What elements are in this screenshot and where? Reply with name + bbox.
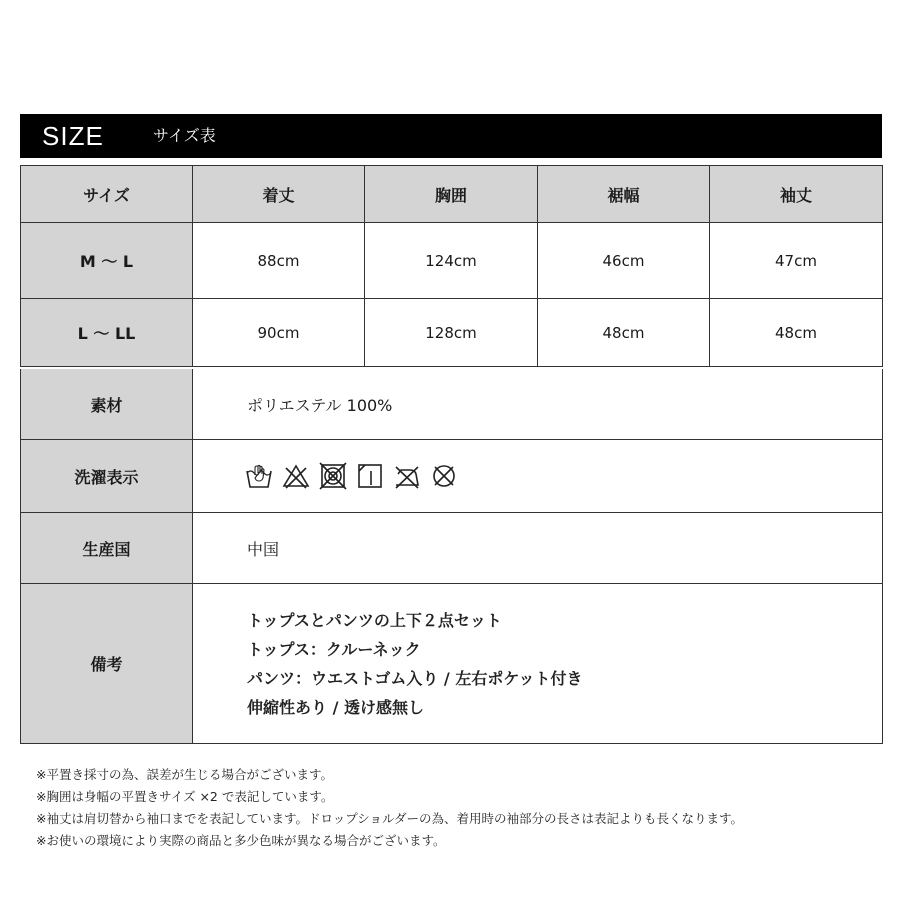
care-label: 洗濯表示 — [21, 440, 193, 513]
notes-value — [193, 584, 883, 744]
no-dry-clean-icon — [430, 462, 458, 490]
table-cell-hem-width: 48cm — [538, 299, 710, 367]
material-value: ポリエステル 100% — [193, 369, 883, 440]
table-cell-sleeve: 48cm — [710, 299, 883, 367]
column-header-chest: 胸囲 — [365, 166, 538, 223]
header-subtitle: サイズ表 — [153, 126, 216, 145]
table-row — [21, 223, 883, 299]
footnotes — [36, 764, 886, 852]
hand-wash-icon — [245, 462, 273, 490]
column-header-hem-width: 裾幅 — [538, 166, 710, 223]
notes-lines — [247, 606, 882, 722]
footnote: ※袖丈は肩切替から袖口までを表記しています。ドロップショルダーの為、着用時の袖部分の長さは表記よりも長くなります。 — [36, 811, 743, 826]
material-row — [21, 369, 883, 440]
notes-line: トップス：クルーネック — [247, 639, 421, 659]
table-cell-length: 88cm — [193, 223, 365, 299]
table-cell-chest: 124cm — [365, 223, 538, 299]
product-info-table — [20, 369, 883, 744]
table-row — [21, 299, 883, 367]
table-cell-sleeve: 47cm — [710, 223, 883, 299]
origin-label: 生産国 — [21, 513, 193, 584]
notes-line: パンツ：ウエストゴム入り / 左右ポケット付き — [247, 668, 583, 688]
iron-low-icon — [393, 462, 421, 490]
footnote: ※お使いの環境により実際の商品と多少色味が異なる場合がございます。 — [36, 833, 446, 848]
table-cell-hem-width: 46cm — [538, 223, 710, 299]
origin-value: 中国 — [193, 513, 883, 584]
care-icons — [245, 462, 882, 490]
no-bleach-icon — [282, 462, 310, 490]
size-label: L ～ LL — [21, 299, 193, 367]
footnote: ※平置き採寸の為、誤差が生じる場合がございます。 — [36, 767, 333, 782]
column-header-size: サイズ — [21, 166, 193, 223]
table-cell-chest: 128cm — [365, 299, 538, 367]
notes-row — [21, 584, 883, 744]
column-header-length: 着丈 — [193, 166, 365, 223]
size-table — [20, 165, 883, 367]
notes-line: トップスとパンツの上下２点セット — [247, 610, 502, 630]
no-tumble-dry-icon — [319, 462, 347, 490]
table-cell-length: 90cm — [193, 299, 365, 367]
size-header-bar — [20, 114, 882, 158]
notes-label: 備考 — [21, 584, 193, 744]
footnote: ※胸囲は身幅の平置きサイズ ×2 で表記しています。 — [36, 789, 334, 804]
material-label: 素材 — [21, 369, 193, 440]
size-table-header-row — [21, 166, 883, 223]
line-dry-shade-icon — [356, 462, 384, 490]
care-row — [21, 440, 883, 513]
header-title: SIZE — [42, 121, 104, 151]
notes-line: 伸縮性あり / 透け感無し — [247, 697, 424, 717]
column-header-sleeve: 袖丈 — [710, 166, 883, 223]
size-label: M ～ L — [21, 223, 193, 299]
origin-row — [21, 513, 883, 584]
care-icons-cell — [193, 440, 883, 513]
